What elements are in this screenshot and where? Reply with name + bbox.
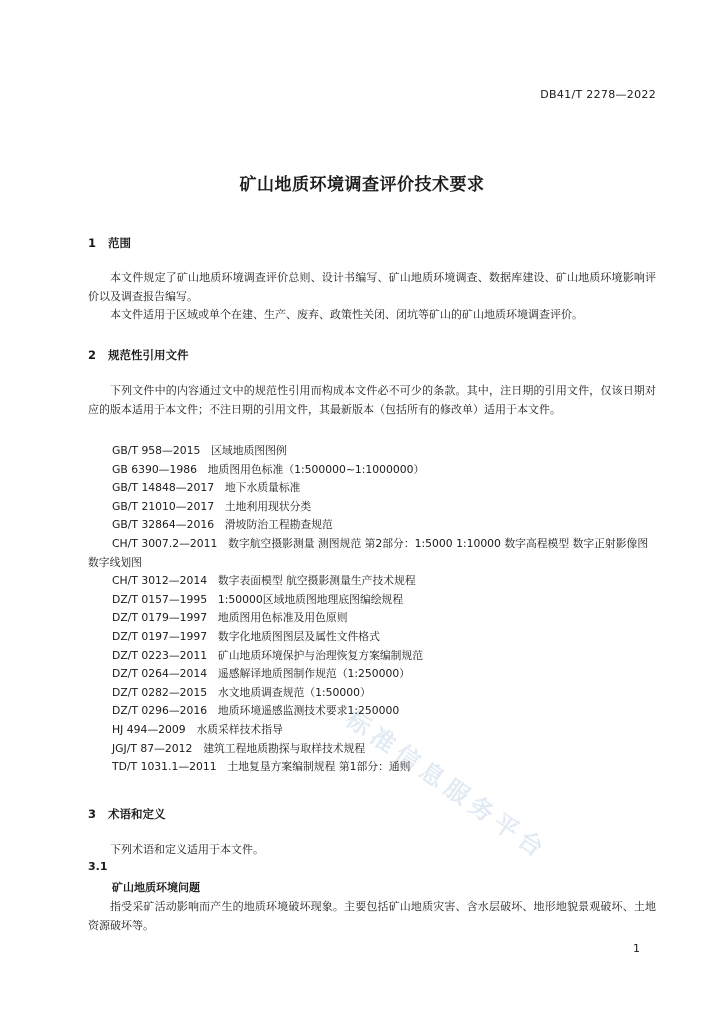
section-1-body <box>88 269 656 325</box>
section-number: 2 <box>88 348 97 362</box>
reference-item: GB/T 14848—2017 地下水质量标准 <box>112 481 301 495</box>
document-title: 矿山地质环境调查评价技术要求 <box>239 175 485 195</box>
section-3-intro <box>88 841 656 860</box>
reference-item: DZ/T 0157—1995 1:50000区域地质图地理底图编绘规程 <box>112 592 404 606</box>
reference-item: TD/T 1031.1—2011 土地复垦方案编制规程 第1部分：通则 <box>112 760 411 774</box>
section-number: 3 <box>88 807 97 821</box>
reference-item: CH/T 3007.2—2011 数字航空摄影测量 测图规范 第2部分：1:5000 1:10000 数字高程模型 数字正射影像图 数字线划图 <box>88 536 649 569</box>
watermark: 标准信息服务平台 <box>340 704 554 866</box>
page-number: 1 <box>633 942 640 955</box>
section-1-heading <box>88 234 656 252</box>
reference-item: GB/T 21010—2017 土地利用现状分类 <box>112 499 312 513</box>
term-number: 3.1 <box>88 860 108 873</box>
reference-item: DZ/T 0296—2016 地质环境遥感监测技术要求1:250000 <box>112 704 400 718</box>
reference-item: JGJ/T 87—2012 建筑工程地质勘探与取样技术规程 <box>112 741 366 755</box>
term-name: 矿山地质环境问题 <box>112 881 200 894</box>
section-number: 1 <box>88 236 97 250</box>
section-title: 范围 <box>108 236 131 250</box>
document-code: DB41/T 2278—2022 <box>540 88 656 101</box>
paragraph: 本文件适用于区域或单个在建、生产、废弃、政策性关闭、闭坑等矿山的矿山地质环境调查评价。 <box>110 308 583 321</box>
reference-item: DZ/T 0197—1997 数字化地质图图层及属性文件格式 <box>112 629 380 643</box>
section-title: 规范性引用文件 <box>108 348 189 362</box>
paragraph: 下列术语和定义适用于本文件。 <box>110 843 264 856</box>
section-2-heading <box>88 346 656 364</box>
section-2-intro <box>88 382 656 419</box>
reference-item: DZ/T 0179—1997 地质图用色标准及用色原则 <box>112 611 348 625</box>
reference-item: DZ/T 0264—2014 遥感解译地质图制作规范（1:250000） <box>112 667 411 681</box>
reference-list <box>88 442 658 777</box>
section-3-heading <box>88 805 656 823</box>
reference-item: HJ 494—2009 水质采样技术指导 <box>112 722 283 736</box>
reference-item: GB/T 958—2015 区域地质图图例 <box>112 444 287 457</box>
paragraph: 下列文件中的内容通过文中的规范性引用而构成本文件必不可少的条款。其中，注日期的引用文件，仅该日期对应的版本适用于本文件；不注日期的引用文件，其最新版本（包括所有的修改单）适用于本文件。 <box>88 384 656 416</box>
reference-item: GB 6390—1986 地质图用色标准（1:500000~1:1000000） <box>112 462 425 476</box>
section-title: 术语和定义 <box>108 807 166 821</box>
paragraph: 本文件规定了矿山地质环境调查评价总则、设计书编写、矿山地质环境调查、数据库建设、矿山地质环境影响评价以及调查报告编写。 <box>88 271 656 303</box>
reference-item: DZ/T 0282—2015 水文地质调查规范（1:50000） <box>112 685 371 699</box>
reference-item: GB/T 32864—2016 滑坡防治工程勘查规范 <box>112 518 333 532</box>
reference-item: CH/T 3012—2014 数字表面模型 航空摄影测量生产技术规程 <box>112 574 416 588</box>
term-definition: 指受采矿活动影响而产生的地质环境破坏现象。主要包括矿山地质灾害、含水层破坏、地形地貌景观破坏、土地资源破坏等。 <box>88 900 656 932</box>
reference-item: DZ/T 0223—2011 矿山地质环境保护与治理恢复方案编制规范 <box>112 648 424 662</box>
